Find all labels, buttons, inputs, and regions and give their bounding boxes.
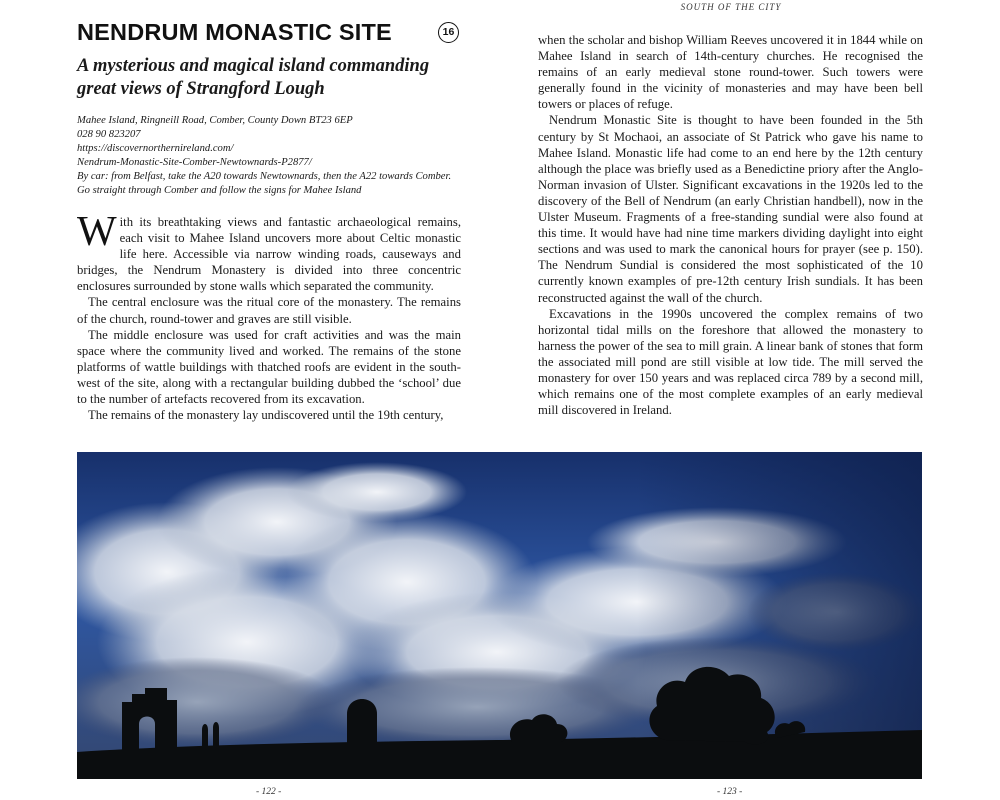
page-number-left: - 122 - [256, 787, 282, 797]
site-url-line-1: https://discovernorthernireland.com/ [77, 143, 234, 154]
title-row [77, 16, 461, 48]
site-address: Mahee Island, Ringneill Road, Comber, County Down BT23 6EP [77, 115, 353, 126]
body-paragraph-2: The central enclosure was the ritual core of the monastery. The remains of the church, round-tower and graves are still visible. [77, 295, 461, 326]
site-directions: By car: from Belfast, take the A20 towards Newtownards, then the A22 towards Comber. Go straight through Comber and follow the signs for Mahee Island [77, 171, 452, 196]
running-head: SOUTH OF THE CITY [680, 2, 782, 12]
drop-cap: W [77, 209, 117, 255]
body-paragraph-3: The middle enclosure was used for craft activities and was the main space where the community lived and worked. The remains of the stone platforms of wattle buildings with thatched roofs are evident in the south-west of the site, along with a rectangular building dubbed the ‘school’ due to the number of artefacts recovered from its excavation. [77, 327, 461, 407]
body-paragraph-1-text: ith its breathtaking views and fantastic archaeological remains, each visit to Mahee Island uncovers more about Celtic monastic life here. Accessible via narrow winding roads, causeways and bridges, the Nendrum Monastery is divided into three concentric enclosures surrounded by stone walls which separated the community. [77, 215, 461, 294]
body-paragraph-7: Excavations in the 1990s uncovered the complex remains of two horizontal tidal mills on the foreshore that allowed the monastery to harness the power of the sea to mill grain. A linear bank of stones that form the associated mill pond are still visible at low tide. The mill served the monastery for over 150 years and was replaced circa 789 by a second mill, which remains one of the most complete examples of an early medieval mill discovered in Ireland. [538, 306, 923, 418]
left-body-text [77, 209, 461, 423]
left-column [77, 16, 461, 423]
page-title: NENDRUM MONASTIC SITE [77, 18, 392, 45]
site-number-badge: 16 [438, 22, 459, 43]
site-info [77, 114, 461, 198]
body-paragraph-5: when the scholar and bishop William Reeves uncovered it in 1844 while on Mahee Island in search of 14th-century churches. He recognised the remains of an early medieval stone round-tower. Such towers were generally found in the vicinity of monasteries and may have been bell towers or places of refuge. [538, 33, 923, 112]
body-paragraph-4: The remains of the monastery lay undiscovered until the 19th century, [88, 408, 444, 423]
body-paragraph-6: Nendrum Monastic Site is thought to have been founded in the 5th century by St Mochaoi, an associate of St Patrick who gave his name to Mahee Island. Monastic life had come to an end here by the 12th century although the place was briefly used as a Benedictine priory after the Anglo-Norman invasion of Ulster. Significant excavations in the 1920s led to the discovery of the Bell of Nendrum (an early Christian handbell), now in the Ulster Museum. Fragments of a free-standing sundial were also found at this time. It would have had nine time markers dividing daylight into eight sections and was used to mark the canonical hours for prayer (see p. 150). The Nendrum Sundial is considered the most sophisticated of the 10 currently known examples of pre-12th century Irish sundials. It has been reconstructed against the wall of the church. [538, 113, 923, 305]
page-number-right: - 123 - [717, 787, 743, 797]
round-tower-stump [347, 699, 377, 750]
site-phone: 028 90 823207 [77, 129, 141, 140]
landscape-photo [77, 452, 922, 779]
body-paragraph-1 [77, 209, 461, 294]
photo-illustration [77, 452, 922, 779]
site-url-line-2: Nendrum-Monastic-Site-Comber-Newtownards-P2877/ [77, 157, 312, 168]
subtitle: A mysterious and magical island commanding great views of Strangford Lough [77, 56, 430, 99]
right-column [538, 32, 923, 418]
